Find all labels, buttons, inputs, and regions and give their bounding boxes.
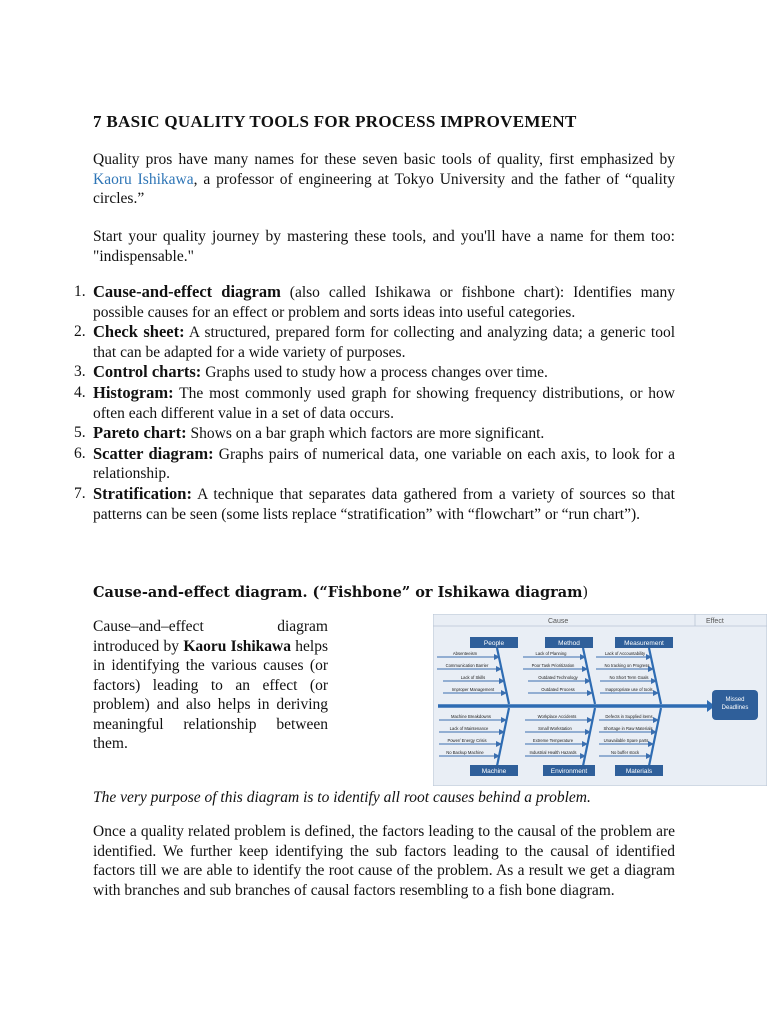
tool-term: Cause-and-effect diagram xyxy=(93,282,281,301)
list-item xyxy=(74,382,675,423)
cause-label: Industrial Health Hazards xyxy=(529,750,577,755)
list-item xyxy=(74,483,675,524)
list-item xyxy=(74,282,676,322)
cause-text-start: Cause–and–effect diagram introduced by xyxy=(93,618,328,655)
tool-description: A technique that separates data gathered from a variety of sources so that patterns can be seen (some lists replace “stratification” with “flowchart” or “run chart”). xyxy=(93,485,675,523)
list-number: 6. xyxy=(74,444,86,462)
cause-label: Lack of Maintenance xyxy=(449,726,489,731)
list-number: 7. xyxy=(74,484,86,502)
cause-label: Lack of Skills xyxy=(460,675,486,680)
list-number: 1. xyxy=(74,283,86,300)
cause-label: No buffer stock xyxy=(610,750,640,755)
section-heading xyxy=(93,584,588,601)
section-heading-text: Cause-and-effect diagram. (“Fishbone” or Ishikawa diagram xyxy=(93,584,583,601)
cause-label: Extreme Temperature xyxy=(532,738,574,743)
cause-label: Unavailable Spare parts xyxy=(603,738,649,743)
document-title: 7 BASIC QUALITY TOOLS FOR PROCESS IMPROVEMENT xyxy=(93,112,577,131)
tool-term: Control charts: xyxy=(93,362,202,382)
final-paragraph: Once a quality related problem is defined, the factors leading to the causal of the problem are identified. We further keep identifying the sub factors leading to the causal of identified factors till we are able to identify the root cause of the problem. As a result we get a diagram with branches and sub branches of causal factors resembling to a fish bone diagram. xyxy=(93,823,675,899)
effect-label: Missed Deadlines xyxy=(721,697,749,711)
tool-term: Stratification: xyxy=(93,483,192,503)
intro-text-end: , a professor of engineering at Tokyo University and the father of “quality circles.” xyxy=(93,170,675,207)
intro-paragraph xyxy=(93,150,675,209)
kaoru-ishikawa-link[interactable]: Kaoru Ishikawa xyxy=(93,170,194,188)
cause-label: Workplace Accidents xyxy=(537,714,577,719)
purpose-line: The very purpose of this diagram is to identify all root causes behind a problem. xyxy=(93,789,591,806)
tool-description: (also called Ishikawa or fishbone chart): Identifies many possible causes for an effect or problem and sorts ideas into useful categories. xyxy=(93,284,676,321)
list-item xyxy=(74,423,675,444)
tool-term: Check sheet: xyxy=(93,322,185,342)
fishbone-svg xyxy=(433,614,767,786)
tool-description: Graphs pairs of numerical data, one variable on each axis, to look for a relationship. xyxy=(93,445,676,483)
cause-label: Machine Breakdowns xyxy=(450,714,492,719)
list-number: 3. xyxy=(74,363,86,381)
cause-label: Shortage in Raw Materials xyxy=(603,726,653,731)
cause-label: Absenteeism xyxy=(452,651,478,656)
list-number: 5. xyxy=(74,424,86,442)
category-people: People xyxy=(483,640,505,647)
header-cause: Cause xyxy=(548,618,569,625)
cause-label: Inappropriate use of tools xyxy=(605,687,653,692)
cause-label: Improper Management xyxy=(451,687,495,692)
tool-description: Shows on a bar graph which factors are more significant. xyxy=(186,425,545,443)
list-item xyxy=(74,443,676,484)
cause-label: Lack of Planning xyxy=(535,651,567,656)
intro-text-start: Quality pros have many names for these seven basic tools of quality, first emphasized by xyxy=(93,151,675,168)
category-machine: Machine xyxy=(481,768,507,775)
cause-label: Outdated Process xyxy=(541,687,575,692)
tool-term: Histogram: xyxy=(93,382,174,402)
tool-description: Graphs used to study how a process changes over time. xyxy=(201,364,548,382)
tool-term: Pareto chart: xyxy=(93,423,187,443)
section-heading-tail: ) xyxy=(582,585,589,601)
tool-description: The most commonly used graph for showing frequency distributions, or how often each different value in a set of data occurs. xyxy=(93,384,675,422)
list-number: 4. xyxy=(74,383,86,401)
tool-description: A structured, prepared form for collecting and analyzing data; a generic tool that can be adapted for a wide variety of purposes. xyxy=(93,324,676,361)
intro-paragraph-2: Start your quality journey by mastering these tools, and you'll have a name for them too: "indispensable." xyxy=(93,228,675,265)
cause-text-end: helps in identifying the various causes (or factors) leading to an effect (or problem) and also helps in deriving meaningful relationship between them. xyxy=(93,637,328,752)
category-method: Method xyxy=(558,640,580,647)
cause-paragraph-block xyxy=(93,617,328,754)
category-environment: Environment xyxy=(550,768,588,775)
tools-list xyxy=(74,282,676,524)
cause-text-bold: Kaoru Ishikawa xyxy=(183,637,291,655)
header-effect: Effect xyxy=(706,618,724,625)
cause-label: Lack of Accountability xyxy=(604,651,646,656)
cause-label: No Backup Machine xyxy=(446,750,484,755)
cause-label: Poor Task Prioritization xyxy=(531,663,575,668)
category-materials: Materials xyxy=(625,768,653,775)
cause-paragraph xyxy=(93,617,328,754)
fishbone-diagram xyxy=(433,614,767,786)
cause-label: Communication Barrier xyxy=(445,663,489,668)
tool-term: Scatter diagram: xyxy=(93,443,214,463)
category-measurement: Measurement xyxy=(624,640,664,647)
list-number: 2. xyxy=(74,323,86,341)
list-item xyxy=(74,322,676,362)
cause-label: Power/ Energy Crisis xyxy=(447,738,487,743)
cause-label: Defects in Supplied items xyxy=(605,714,653,719)
list-item xyxy=(74,362,675,383)
cause-label: No Short Term Goals xyxy=(609,675,649,680)
cause-label: Small Workstation xyxy=(538,726,572,731)
cause-label: No tracking on Progress xyxy=(604,663,650,668)
cause-label: Outdated Technology xyxy=(538,675,578,680)
